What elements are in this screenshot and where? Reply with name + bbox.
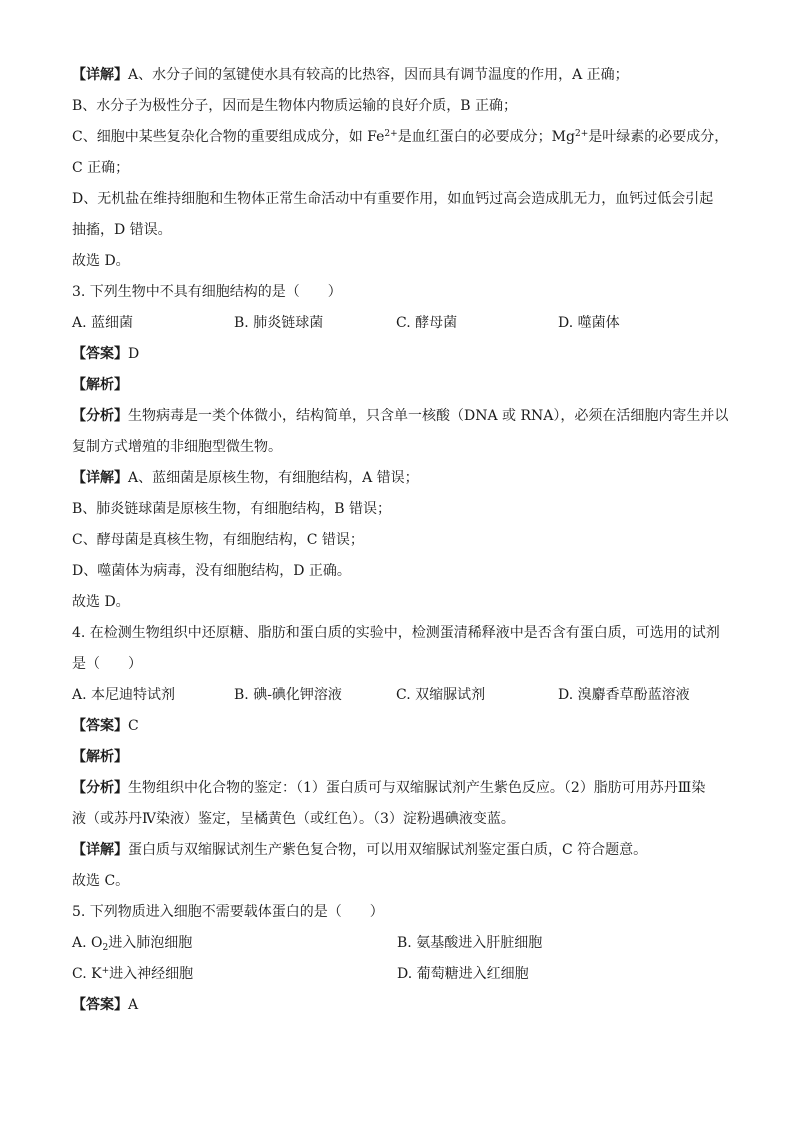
answer-tag: 【答案】 [72,718,128,734]
q3-detail-d: D、噬菌体为病毒，没有细胞结构，D 正确。 [72,563,351,579]
q3-conclusion: 故选 D。 [72,594,130,610]
q3-option-c: C. 酵母菌 [396,315,458,331]
q4-detail: 【详解】蛋白质与双缩脲试剂生产紫色复合物，可以用双缩脲试剂鉴定蛋白质，C 符合题意。 [72,842,648,858]
answer-tag: 【答案】 [72,997,128,1013]
prev-detail-a: 【详解】A、水分子间的氢键使水具有较高的比热容，因而具有调节温度的作用，A 正确； [72,67,629,83]
q4-analyze-cont: 液（或苏丹Ⅳ染液）鉴定，呈橘黄色（或红色）。（3）淀粉遇碘液变蓝。 [72,811,515,827]
analyze-tag: 【分析】 [72,780,128,796]
detail-tag: 【详解】 [72,470,128,486]
q3-answer: 【答案】D [72,346,140,362]
q5-options-row1 [72,930,732,961]
q5-option-a: A. $O_2$进入肺泡细胞 [72,935,193,953]
analyze-tag: 【分析】 [72,408,128,424]
q3-option-a: A. 蓝细菌 [72,315,134,331]
q3-stem: 3. 下列生物中不具有细胞结构的是（ ） [72,284,342,300]
q4-option-b: B. 碘-碘化钾溶液 [234,687,342,703]
detail-tag: 【详解】 [72,842,128,858]
q5-option-c: C. K+进入神经细胞 [72,966,194,982]
q3-detail-b: B、肺炎链球菌是原核生物，有细胞结构，B 错误； [72,501,392,517]
q4-stem: 4. 在检测生物组织中还原糖、脂肪和蛋白质的实验中，检测蛋清稀释液中是否含有蛋白质，可选用的试剂 [72,625,720,641]
q4-option-c: C. 双缩脲试剂 [396,687,486,703]
q5-option-b: B. 氨基酸进入肝脏细胞 [397,935,543,951]
q4-answer: 【答案】C [72,718,139,734]
q4-stem-cont: 是（ ） [72,656,142,672]
prev-detail-c-cont: C 正确； [72,160,130,176]
prev-detail-b: B、水分子为极性分子，因而是生物体内物质运输的良好介质，B 正确； [72,98,518,114]
q4-option-d: D. 溴麝香草酚蓝溶液 [558,687,690,703]
q3-detail-a: 【详解】A、蓝细菌是原核生物，有细胞结构，A 错误； [72,470,419,486]
q4-conclusion: 故选 C。 [72,873,130,889]
q4-option-a: A. 本尼迪特试剂 [72,687,176,703]
prev-conclusion: 故选 D。 [72,253,130,269]
q3-analyze-cont: 复制方式增殖的非细胞型微生物。 [72,439,282,455]
q3-detail-c: C、酵母菌是真核生物，有细胞结构，C 错误； [72,532,364,548]
q4-analyze: 【分析】生物组织中化合物的鉴定：（1）蛋白质可与双缩脲试剂产生紫色反应。（2）脂肪可用苏丹Ⅲ染 [72,780,706,796]
q3-option-b: B. 肺炎链球菌 [234,315,324,331]
q3-analyze: 【分析】生物病毒是一类个体微小，结构简单，只含单一核酸（DNA 或 RNA），必须在活细胞内寄生并以 [72,408,729,424]
detail-tag: 【详解】 [72,67,128,83]
q4-options [72,682,732,713]
q5-stem: 5. 下列物质进入细胞不需要载体蛋白的是（ ） [72,904,384,920]
q3-option-d: D. 噬菌体 [558,315,620,331]
prev-detail-d-cont: 抽搐，D 错误。 [72,222,172,238]
document-page [72,62,732,1023]
q3-analysis-heading: 【解析】 [72,377,128,393]
q3-options [72,310,732,341]
answer-tag: 【答案】 [72,346,128,362]
prev-detail-c: C、细胞中某些复杂化合物的重要组成成分，如 $Fe^{2+}$是血红蛋白的必要成分；$Mg^{2+}$是叶绿素的必要成分， [72,129,729,145]
q5-answer: 【答案】A [72,997,139,1013]
prev-detail-d: D、无机盐在维持细胞和生物体正常生命活动中有重要作用，如血钙过高会造成肌无力，血钙过低会引起 [72,191,714,207]
q4-analysis-heading: 【解析】 [72,749,128,765]
q5-options-row2 [72,961,732,992]
q5-option-d: D. 葡萄糖进入红细胞 [397,966,529,982]
